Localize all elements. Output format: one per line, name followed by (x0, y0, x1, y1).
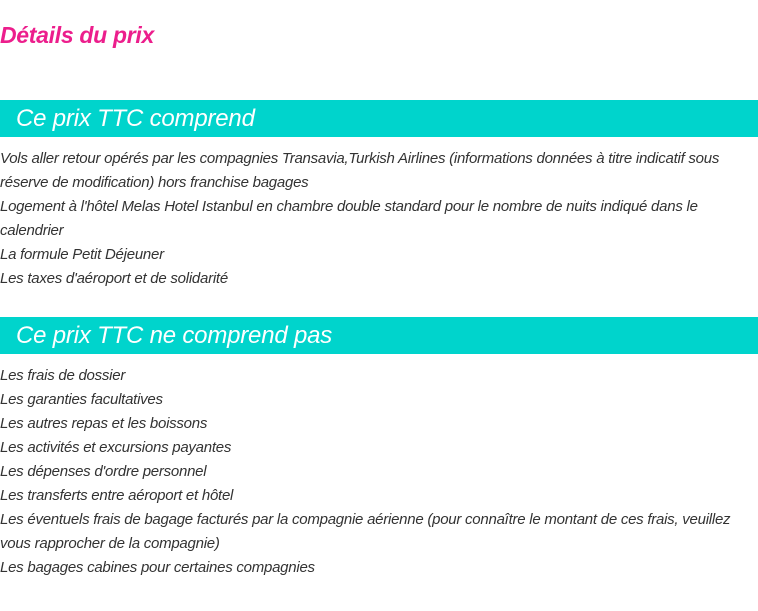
not-included-item: Les dépenses d'ordre personnel (0, 463, 207, 480)
not-included-heading: Ce prix TTC ne comprend pas (0, 317, 758, 354)
included-list (0, 147, 758, 291)
not-included-item: Les transferts entre aéroport et hôtel (0, 487, 234, 504)
not-included-item: Les autres repas et les boissons (0, 415, 208, 432)
not-included-item: Les activités et excursions payantes (0, 439, 232, 456)
not-included-item: Les garanties facultatives (0, 391, 163, 408)
included-item: Vols aller retour opérés par les compagnies Transavia,Turkish Airlines (informations données à titre indicatif sous réserve de modification) hors franchise bagages (0, 150, 720, 191)
included-item: La formule Petit Déjeuner (0, 246, 164, 263)
not-included-list (0, 364, 758, 580)
not-included-item: Les bagages cabines pour certaines compagnies (0, 559, 315, 576)
included-heading: Ce prix TTC comprend (0, 100, 758, 137)
included-item: Les taxes d'aéroport et de solidarité (0, 270, 228, 287)
page-title: Détails du prix (0, 22, 154, 48)
included-item: Logement à l'hôtel Melas Hotel Istanbul en chambre double standard pour le nombre de nuits indiqué dans le calendrier (0, 198, 698, 239)
not-included-item: Les éventuels frais de bagage facturés par la compagnie aérienne (pour connaître le montant de ces frais, veuillez vous rapprocher de la compagnie) (0, 511, 731, 552)
not-included-item: Les frais de dossier (0, 367, 126, 384)
